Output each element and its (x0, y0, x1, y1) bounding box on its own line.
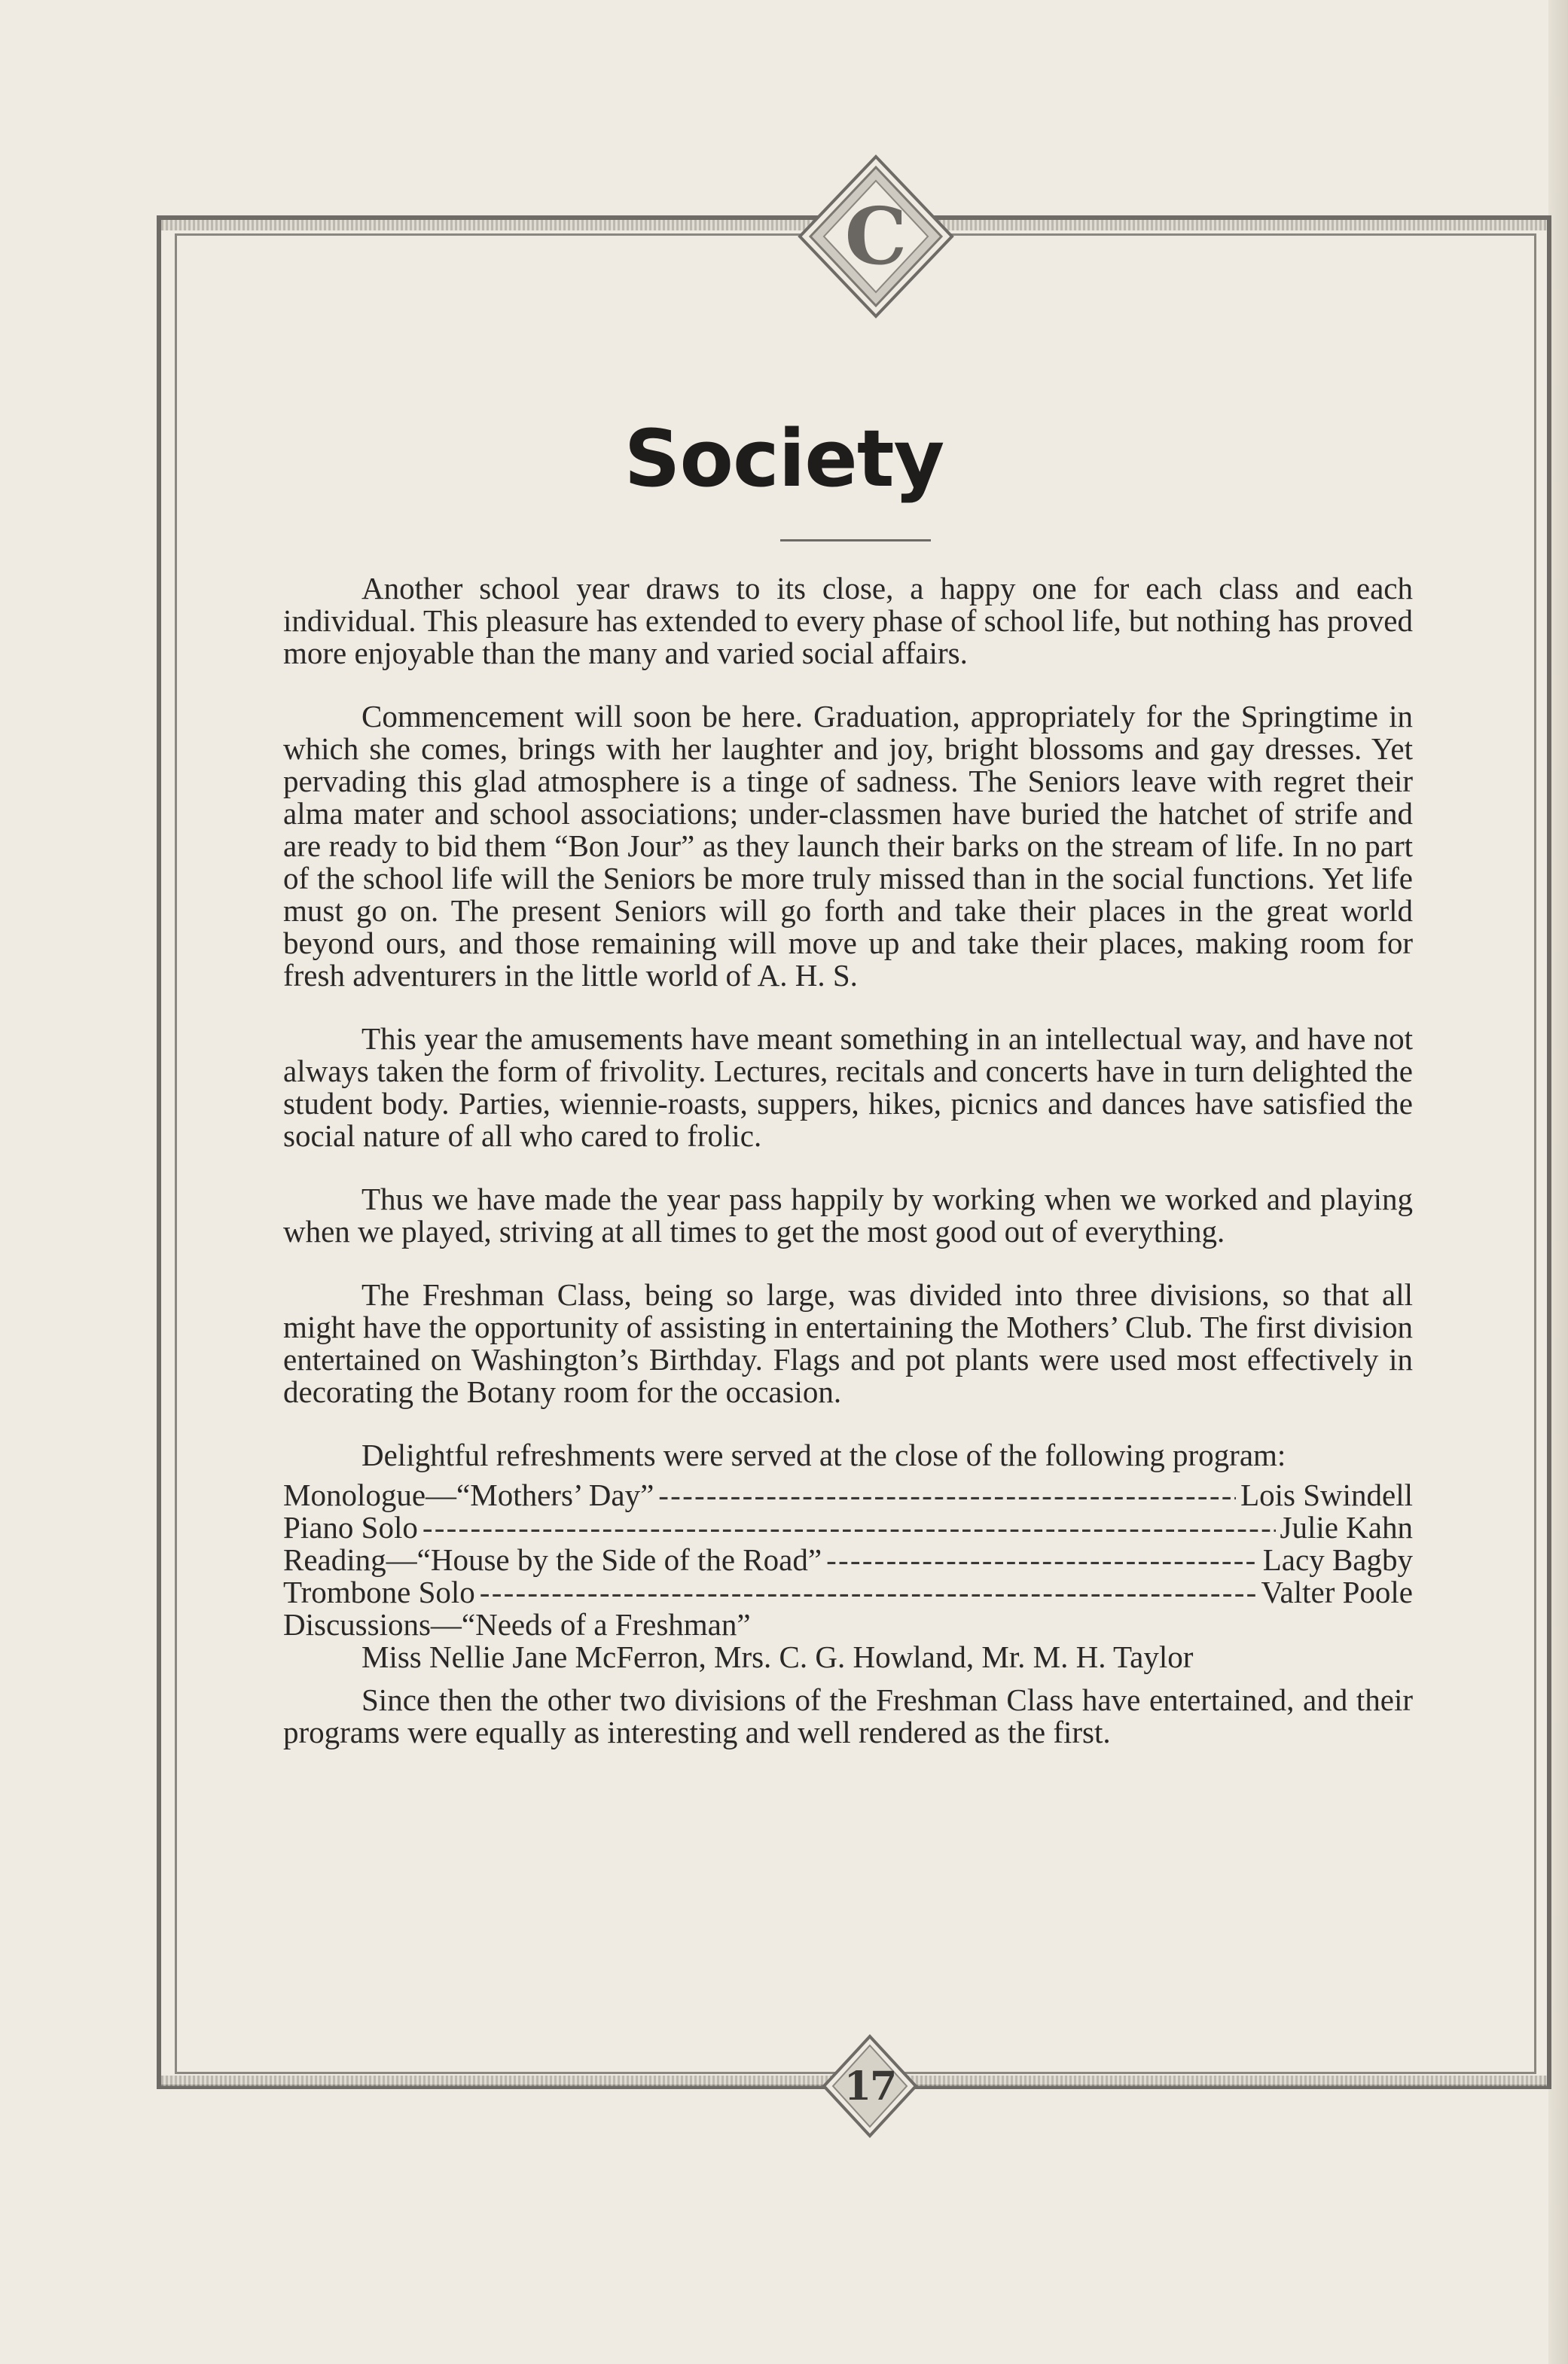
program-list (283, 1479, 1413, 1673)
program-item (283, 1544, 1413, 1576)
program-item (283, 1511, 1413, 1544)
program-item (283, 1479, 1413, 1511)
paragraph: Another school year draws to its close, a happy one for each class and each individual. This pleasure has extended to every phase of school life, but nothing has proved more enjoyable than the many and varied social affairs. (283, 571, 1413, 670)
title-divider (780, 539, 931, 541)
program-item-title: Reading—“House by the Side of the Road” (283, 1542, 822, 1577)
program-item-title: Piano Solo (283, 1510, 418, 1545)
leader-dots (480, 1576, 1257, 1609)
paragraph: The Freshman Class, being so large, was divided into three divisions, so that all might have the opportunity of assisting in entertaining the Mothers’ Club. The first division entertained on Washington’s Birthday. Flags and pot plants were used most effectively in decorating the Botany room for the occasion. (283, 1277, 1413, 1409)
leader-dots (658, 1479, 1236, 1511)
paragraph: Commencement will soon be here. Graduation, appropriately for the Springtime in which she comes, brings with her laughter and joy, bright blossoms and gay dresses. Yet pervading this glad atmosphere is a tinge of sadness. The Seniors leave with regret their alma mater and school associations; under-classmen have buried the hatchet of strife and are ready to bid them “Bon Jour” as they launch their barks on the stream of life. In no part of the school life will the Seniors be more truly missed than in the social functions. Yet life must go on. The present Seniors will go forth and take their places in the great world beyond ours, and those remaining will move up and take their places, making room for fresh adventurers in the little world of A. H. S. (283, 699, 1413, 993)
program-item-performer: Lois Swindell (1240, 1478, 1413, 1512)
discussion-names: Miss Nellie Jane McFerron, Mrs. C. G. Howland, Mr. M. H. Taylor (361, 1640, 1194, 1674)
leader-dots (826, 1544, 1258, 1576)
program-item-performer: Valter Poole (1261, 1575, 1413, 1609)
paragraph: Thus we have made the year pass happily by working when we worked and playing when we played, striving at all times to get the most good out of everything. (283, 1182, 1413, 1249)
paragraph: This year the amusements have meant something in an intellectual way, and have not always taken the form of frivolity. Lectures, recitals and concerts have in turn delighted the student body. Parties, wiennie-roasts, suppers, hikes, picnics and dances have satisfied the social nature of all who cared to frolic. (283, 1021, 1413, 1153)
program-item-performer: Julie Kahn (1280, 1510, 1413, 1545)
program-item (283, 1576, 1413, 1609)
emblem-letter: C (844, 190, 908, 282)
closing-paragraph: Since then the other two divisions of the Freshman Class have entertained, and their programs were equally as interesting and well rendered as the first. (283, 1682, 1413, 1749)
program-item-title: Monologue—“Mothers’ Day” (283, 1478, 654, 1512)
page-title: Society (624, 413, 944, 505)
program-item-performer: Lacy Bagby (1262, 1542, 1413, 1577)
paragraph: Delightful refreshments were served at the close of the following program: (361, 1438, 1286, 1472)
leader-dots (423, 1511, 1276, 1544)
program-item-title: Trombone Solo (283, 1575, 475, 1609)
c-emblem-icon (797, 154, 955, 319)
discussion-title: Discussions—“Needs of a Freshman” (283, 1607, 751, 1642)
article-body (283, 572, 1413, 1780)
page-number: 17 (843, 2064, 896, 2109)
